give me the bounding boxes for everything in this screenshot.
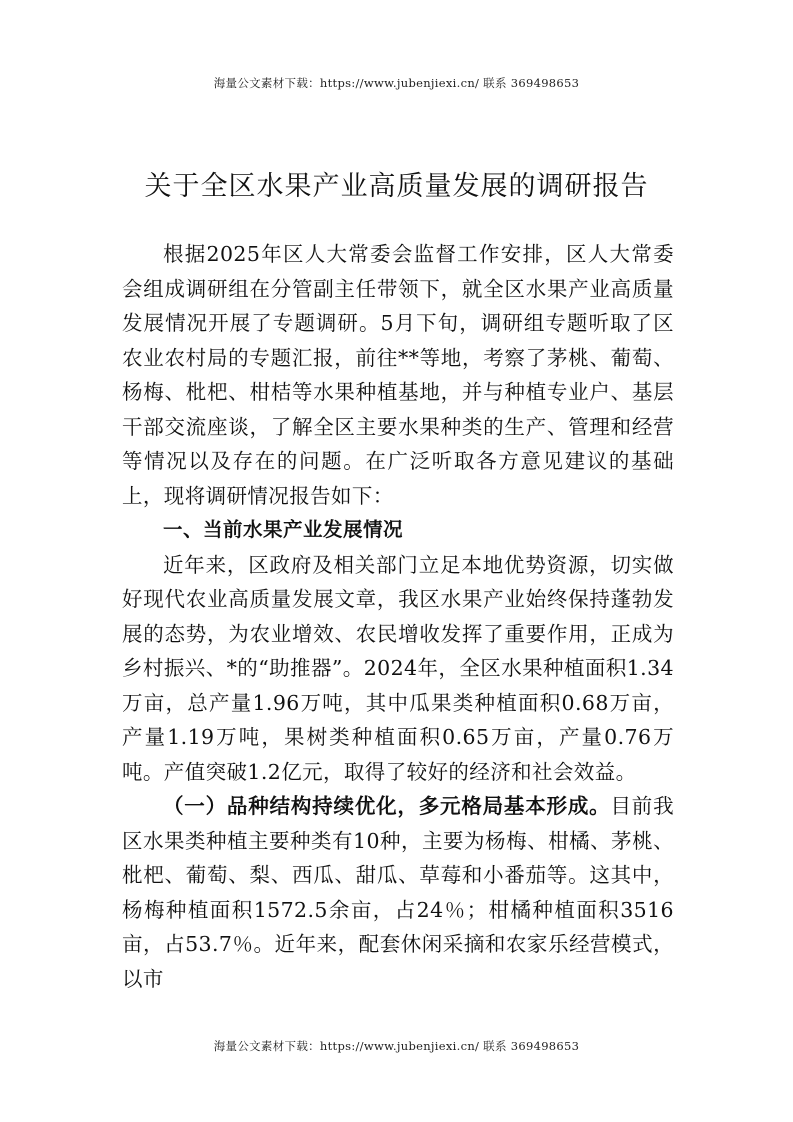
page-header: 海量公文素材下载：https://www.jubenjiexi.cn/ 联系 369498653 — [213, 76, 580, 90]
section-heading-1: 一、当前水果产业发展情况 — [163, 518, 404, 541]
document-title: 关于全区水果产业高质量发展的调研报告 — [144, 171, 649, 203]
section-1-paragraph: 近年来，区政府及相关部门立足本地优势资源，切实做好现代农业高质量发展文章，我区水果产业始终保持蓬勃发展的态势，为农业增效、农民增收发挥了重要作用，正成为乡村振兴、*的“助推器”。2024年，全区水果种植面积1.34万亩，总产量1.96万吨，其中瓜果类种植面积0.68万亩，产量1.19万吨，果树类种植面积0.65万亩，产量0.76万吨。产值突破1.2亿元，取得了较好的经济和社会效益。 — [122, 552, 674, 784]
document-body — [122, 237, 674, 996]
subsection-1-text: 目前我区水果类种植主要种类有10种，主要为杨梅、柑橘、茅桃、枇杷、葡萄、梨、西瓜、甜瓜、草莓和小番茄等。这其中，杨梅种植面积1572.5余亩，占24％；柑橘种植面积3516亩，占53.7％。近年来，配套休闲采摘和农家乐经营模式，以市 — [122, 794, 675, 991]
intro-paragraph: 根据2025年区人大常委会监督工作安排，区人大常委会组成调研组在分管副主任带领下，就全区水果产业高质量发展情况开展了专题调研。5月下旬，调研组专题听取了区农业农村局的专题汇报，前往**等地，考察了茅桃、葡萄、杨梅、枇杷、柑桔等水果种植基地，并与种植专业户、基层干部交流座谈，了解全区主要水果种类的生产、管理和经营等情况以及存在的问题。在广泛听取各方意见建议的基础上，现将调研情况报告如下： — [122, 242, 674, 508]
subsection-1-heading: （一）品种结构持续优化，多元格局基本形成。 — [163, 794, 611, 818]
page-footer: 海量公文素材下载：https://www.jubenjiexi.cn/ 联系 369498653 — [213, 1039, 580, 1053]
subsection-1-paragraph — [122, 789, 674, 996]
